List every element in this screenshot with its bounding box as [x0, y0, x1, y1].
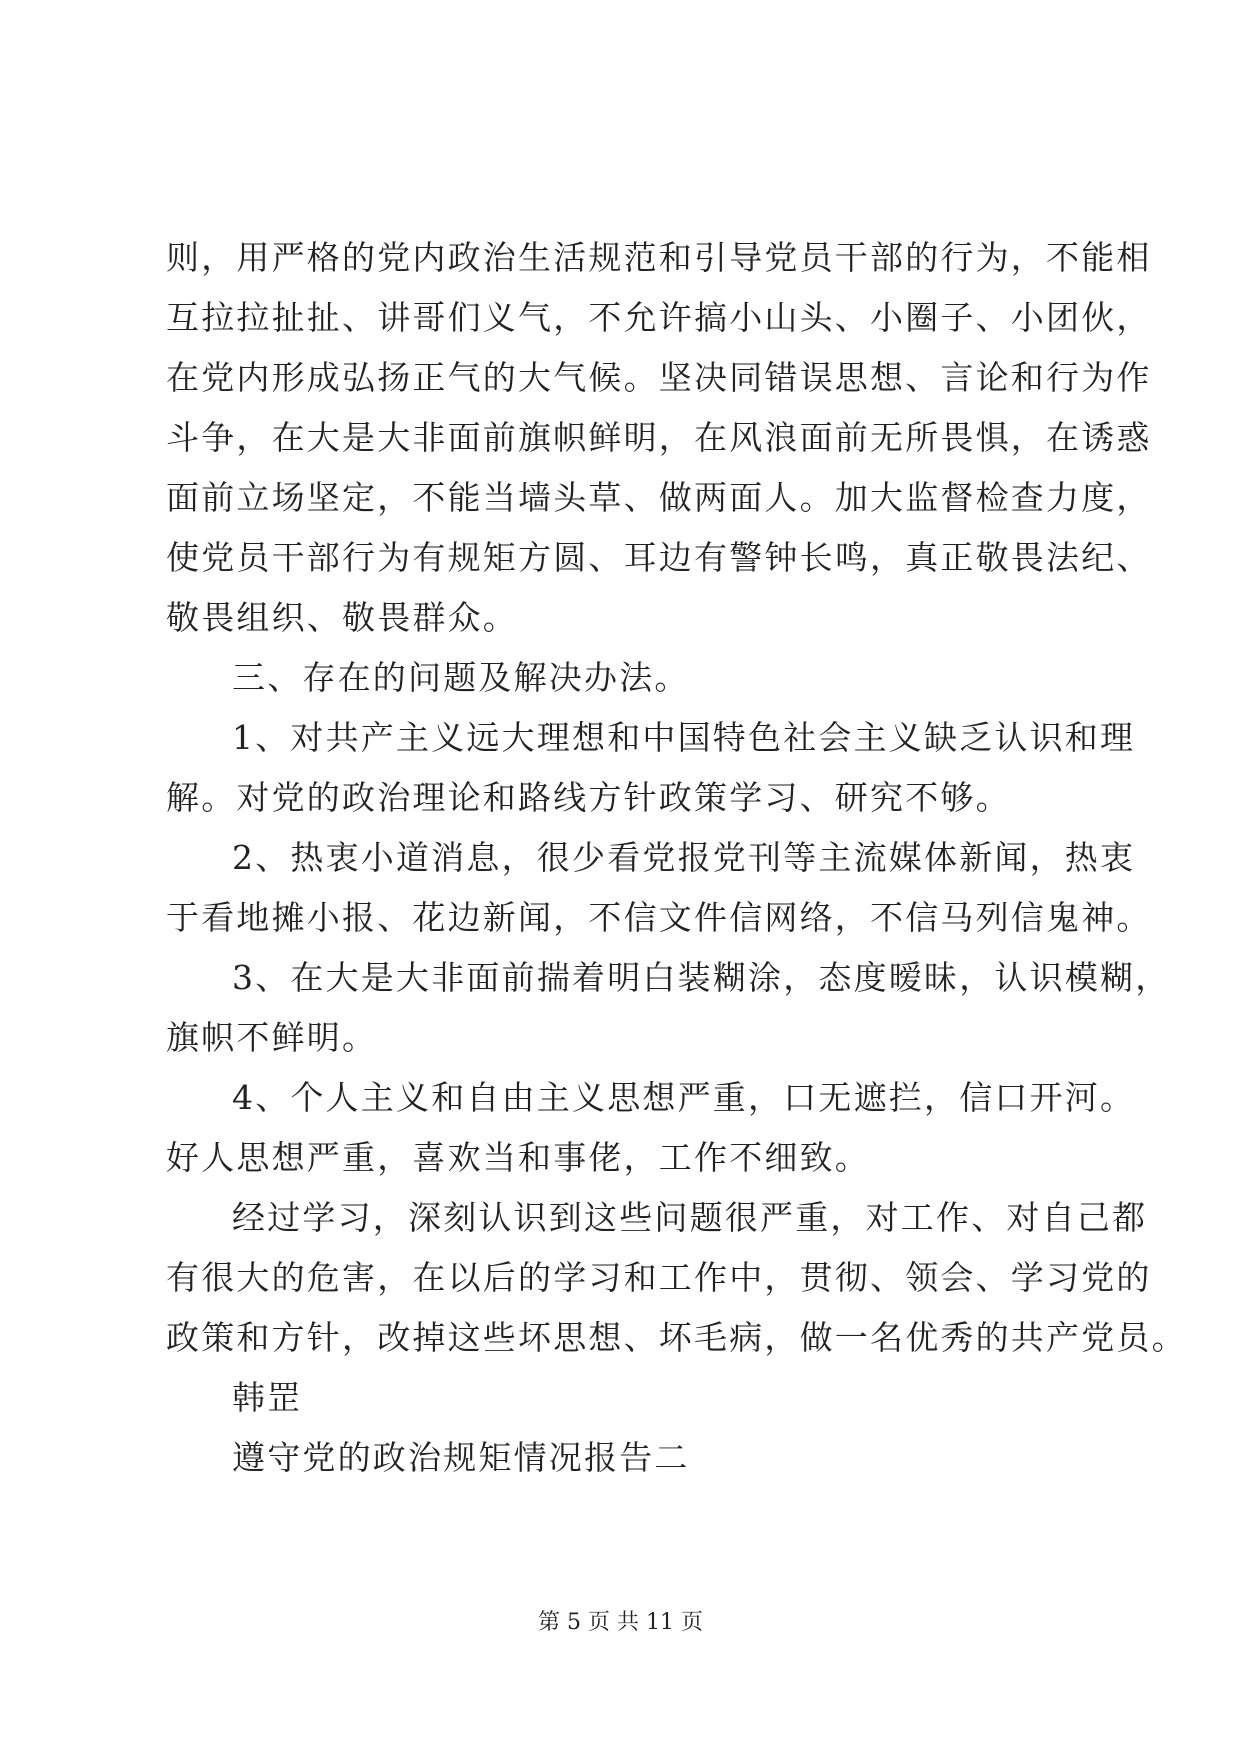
- body-line-4: 斗争，在大是大非面前旗帜鲜明，在风浪面前无所畏惧，在诱惑: [166, 418, 1152, 457]
- conclusion-line-2: 有很大的危害，在以后的学习和工作中，贯彻、领会、学习党的: [166, 1258, 1152, 1297]
- body-line-5: 面前立场坚定，不能当墙头草、做两面人。加大监督检查力度，: [166, 478, 1152, 517]
- body-line-1: 则，用严格的党内政治生活规范和引导党员干部的行为，不能相: [166, 238, 1152, 277]
- body-line-3: 在党内形成弘扬正气的大气候。坚决同错误思想、言论和行为作: [166, 358, 1152, 397]
- conclusion-line-1: 经过学习，深刻认识到这些问题很严重，对工作、对自己都: [232, 1198, 1148, 1237]
- document-body: [166, 228, 1187, 1488]
- problem-3-line-1: 3、在大是大非面前揣着明白装糊涂，态度暧昧，认识模糊，: [232, 958, 1171, 997]
- problem-1-line-1: 1、对共产主义远大理想和中国特色社会主义缺乏认识和理: [232, 718, 1136, 757]
- page-number-footer: 第 5 页 共 11 页: [538, 1610, 703, 1635]
- problem-3-line-2: 旗帜不鲜明。: [166, 1018, 378, 1057]
- problem-4-line-2: 好人思想严重，喜欢当和事佬，工作不细致。: [166, 1138, 870, 1177]
- section-heading: 三、存在的问题及解决办法。: [232, 658, 690, 697]
- author-name: 韩罡: [232, 1378, 303, 1417]
- conclusion-line-3: 政策和方针，改掉这些坏思想、坏毛病，做一名优秀的共产党员。: [166, 1318, 1187, 1357]
- problem-2-line-1: 2、热衷小道消息，很少看党报党刊等主流媒体新闻，热衷: [232, 838, 1136, 877]
- next-report-title: 遵守党的政治规矩情况报告二: [232, 1438, 690, 1477]
- problem-1-line-2: 解。对党的政治理论和路线方针政策学习、研究不够。: [166, 778, 1011, 817]
- problem-2-line-2: 于看地摊小报、花边新闻，不信文件信网络，不信马列信鬼神。: [166, 898, 1152, 937]
- body-line-6: 使党员干部行为有规矩方圆、耳边有警钟长鸣，真正敬畏法纪、: [166, 538, 1152, 577]
- body-line-2: 互拉拉扯扯、讲哥们义气，不允许搞小山头、小圈子、小团伙，: [166, 298, 1152, 337]
- body-line-7: 敬畏组织、敬畏群众。: [166, 598, 518, 637]
- problem-4-line-1: 4、个人主义和自由主义思想严重，口无遮拦，信口开河。: [232, 1078, 1136, 1117]
